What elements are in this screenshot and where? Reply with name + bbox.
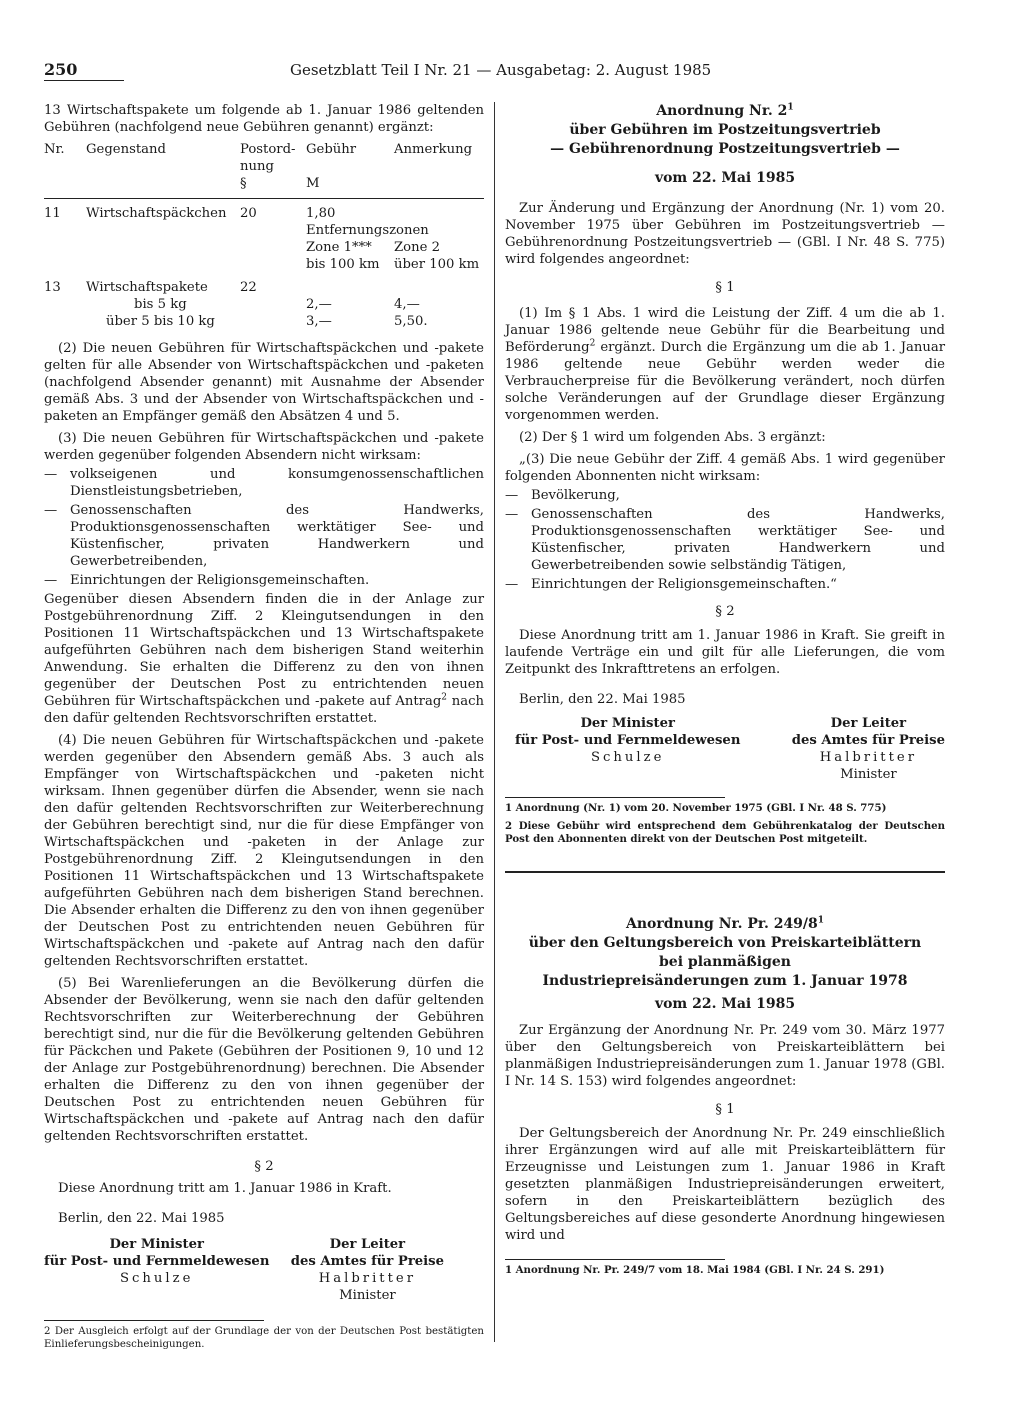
anordnung-2-p2: (2) Der § 1 wird um folgenden Abs. 3 ergänzt: [519,430,826,445]
paragraph-3-continued: Gegenüber diesen Absendern finden die in der Anlage zur Postgebührenordnung Ziff. 2 Kleingutsendungen in den Positionen 11 Wirtschaftspäckchen und 13 Wirtschaftspakete aufgeführten Gebühren nach dem bisherigen Stand weiterhin Anwendung. Sie erhalten die Differenz zu den von ihnen gegenüber der Deutschen Post zu entrichtenden neuen Gebühren für Wirtschaftspäckchen und -pakete auf Antrag$^2$ nach den dafür geltenden Rechtsvorschriften erstattet. [44,592,485,726]
signature-leiter: Der Leiter des Amtes für Preise Halbritter Minister [290,1237,444,1303]
anordnung-249-8-title: Anordnung Nr. Pr. $249/8^1$ über den Geltungsbereich von Preiskarteiblättern bei planmäßigen Industriepreisänderungen zum 1. Januar 1978 vom 22. Mai 1985 [528,915,922,1012]
footnote-2: 2 Diese Gebühr wird entsprechend dem Gebührenkatalog der Deutschen Post den Abonnenten direkt von der Deutschen Post mitgeteilt. [505,820,945,845]
footnote-rule [505,1259,725,1260]
table-row: über 5 bis 10 kg 3,— 5,50. [106,314,428,329]
th-nr: Nr. [44,142,65,157]
th-gegenstand: Gegenstand [86,142,166,157]
right-column [505,102,945,1282]
anordnung-2-section-2-text: Diese Anordnung tritt am 1. Januar 1986 in Kraft. Sie greift in laufende Verträge ein und gilt für alle Lieferungen, die vom Zeitpunkt des Inkrafttretens an erfolgen. [505,628,945,677]
anordnung-2-place-date: Berlin, den 22. Mai 1985 [519,692,686,707]
column-divider [494,102,495,1342]
signature-minister: Der Minister für Post- und Fernmeldewesen Schulze [44,1237,270,1286]
fee-table [44,141,484,330]
th-gebuehr: Gebühr M [306,142,357,191]
anordnung-2-p1: (1) Im § 1 Abs. 1 wird die Leistung der Ziff. 4 um die ab 1. Januar 1986 geltende neue Gebühr für die Bearbeitung und Beförderung$^2$ ergänzt. Durch die Ergänzung um die ab 1. Januar 1986 geltende neue Gebühr werden weder die Verbraucherpreise für die Bevölkerung verändert, noch dürfen solche Veränderungen auf der Grundlage dieser Ergänzung vorgenommen werden. [505,306,945,423]
list-item: — Einrichtungen der Religionsgemeinschaften.“ [505,577,837,592]
footnote-rule [505,797,725,798]
paragraph-2: (2) Die neuen Gebühren für Wirtschaftspäckchen und -pakete gelten für alle Absender von Wirtschaftspäckchen und -paketen (nachfolgend Absender genannt) mit Ausnahme der Absender gemäß Abs. 3 und der Absender von Wirtschaftspäckchen und -paketen an Empfänger gemäß den Absätzen 4 und 5. [44,341,484,424]
paragraph-3: (3) Die neuen Gebühren für Wirtschaftspäckchen und -pakete werden gegenüber folgenden Absendern nicht wirksam: [44,431,484,463]
list-item: — Einrichtungen der Religionsgemeinschaften. [44,573,370,588]
th-postordnung: Postord- nung § [240,142,296,191]
anordnung-2-title: Anordnung Nr. $2^1$ über Gebühren im Postzeitungsvertrieb — Gebührenordnung Postzeitungsvertrieb — vom 22. Mai 1985 [550,102,900,186]
list-item: — volkseigenen und konsumgenossenschaftlichen Dienstleistungsbetrieben, [44,467,484,499]
anordnung-2-intro: Zur Änderung und Ergänzung der Anordnung (Nr. 1) vom 20. November 1975 über Gebühren im Postzeitungsvertrieb — Gebührenordnung Postzeitungsvertrieb — (GBl. I Nr. 48 S. 775) wird folgendes angeordnet: [505,201,945,267]
anordnung-249-8-section-1: § 1 [715,1102,735,1117]
left-column [44,102,484,1356]
th-anmerkung: Anmerkung [394,142,473,157]
table-rule [44,198,484,199]
anordnung-2-signatures [505,715,945,783]
signature-minister: Der Minister für Post- und Fernmeldewesen Schulze [515,716,741,765]
anordnung-249-8-intro: Zur Ergänzung der Anordnung Nr. Pr. 249 vom 30. März 1977 über den Geltungsbereich von Preiskarteiblättern bei planmäßigen Industriepreisänderungen zum 1. Januar 1978 (GBl. I Nr. 14 S. 153) wird folgendes angeordnet: [505,1023,945,1089]
signatures [44,1236,484,1304]
list-item: — Genossenschaften des Handwerks, Produktionsgenossenschaften werktätiger See- und Küstenfischer, privaten Handwerkern und Gewerbetreibenden, [44,503,484,569]
header-rule [44,80,124,81]
section-2-text: Diese Anordnung tritt am 1. Januar 1986 in Kraft. [58,1181,392,1196]
table-row: 11 Wirtschaftspäckchen 20 1,80 Entfernungszonen Zone 1*** Zone 2 bis 100 km über 100 km [44,206,480,272]
paragraph-4: (4) Die neuen Gebühren für Wirtschaftspäckchen und -pakete werden gegenüber den Absendern gemäß Abs. 3 auch als Empfänger von Wirtschaftspäckchen und -paketen nicht wirksam. Ihnen gegenüber dürfen die Absender, wenn sie nach den dafür geltenden Rechtsvorschriften zur Weiterberechnung der Gebühren berechtigt sind, nur die für diese Empfänger von Wirtschaftspäckchen und -paketen in der Anlage zur Postgebührenordnung Ziff. 2 Kleingutsendungen in den Positionen 11 Wirtschaftspäckchen und 13 Wirtschaftspakete aufgeführten Gebühren nach dem bisherigen Stand berechnen. Die Absender erhalten die Differenz zu den von ihnen gegenüber der Deutschen Post zu entrichtenden neuen Gebühren für Wirtschaftspäckchen und -pakete auf Antrag nach den dafür geltenden Rechtsvorschriften erstattet. [44,733,484,969]
list-item: — Bevölkerung, [505,488,620,503]
anordnung-2-section-1: § 1 [715,280,735,295]
place-date: Berlin, den 22. Mai 1985 [58,1211,225,1226]
intro-text: 13 Wirtschaftspakete um folgende ab 1. Januar 1986 geltenden Gebühren (nachfolgend neue Gebühren genannt) ergänzt: [44,103,484,135]
table-row: 13 Wirtschaftspakete 22 [44,280,257,295]
table-row: bis 5 kg 2,— 4,— [134,297,420,312]
section-2-heading: § 2 [254,1159,274,1174]
footnote-rule [44,1320,264,1321]
list-item: — Genossenschaften des Handwerks, Produktionsgenossenschaften werktätiger See- und Küstenfischer, privaten Handwerkern und Gewerbetreibenden sowie selbständig Tätigen, [505,507,945,573]
page-number: 250 [44,60,78,79]
footnote-1: 1 Anordnung (Nr. 1) vom 20. November 1975 (GBl. I Nr. 48 S. 775) [505,802,887,814]
footnote-1: 1 Anordnung Nr. Pr. 249/7 vom 18. Mai 1984 (GBl. I Nr. 24 S. 291) [505,1264,885,1276]
table-header [44,141,484,192]
anordnung-2-p3: „(3) Die neue Gebühr der Ziff. 4 gemäß Abs. 1 wird gegenüber folgenden Abonnenten nicht wirksam: [505,452,945,484]
running-title: Gesetzblatt Teil I Nr. 21 — Ausgabetag: 2. August 1985 [290,61,712,79]
signature-leiter: Der Leiter des Amtes für Preise Halbritter Minister [791,716,945,782]
page-header [44,60,964,82]
footnote-2: 2 Der Ausgleich erfolgt auf der Grundlage der von der Deutschen Post bestätigten Einlieferungsbescheinigungen. [44,1326,484,1350]
paragraph-5: (5) Bei Warenlieferungen an die Bevölkerung dürfen die Absender der Bevölkerung, wenn sie nach den dafür geltenden Rechtsvorschriften zur Weiterberechnung der Gebühren berechtigt sind, nur die für die Bevölkerung geltenden Gebühren für Päckchen und Pakete (Gebühren der Positionen 9, 10 und 12 der Anlage zur Postgebührenordnung) berechnen. Die Absender erhalten die Differenz zu den von ihnen gegenüber der Deutschen Post zu entrichtenden neuen Gebühren für Wirtschaftspäckchen und -pakete auf Antrag nach den dafür geltenden Rechtsvorschriften erstattet. [44,976,484,1144]
anordnung-2-section-2: § 2 [715,604,735,619]
anordnung-249-8-p1: Der Geltungsbereich der Anordnung Nr. Pr. 249 einschließlich ihrer Ergänzungen wird auf alle mit Preiskarteiblättern für Erzeugnisse und Leistungen zum 1. Januar 1986 in Kraft gesetzten planmäßigen Industriepreisänderungen erweitert, sofern in den Preiskarteiblättern bezüglich des Geltungsbereiches auf diese gesonderte Anordnung hingewiesen wird und [505,1126,945,1243]
